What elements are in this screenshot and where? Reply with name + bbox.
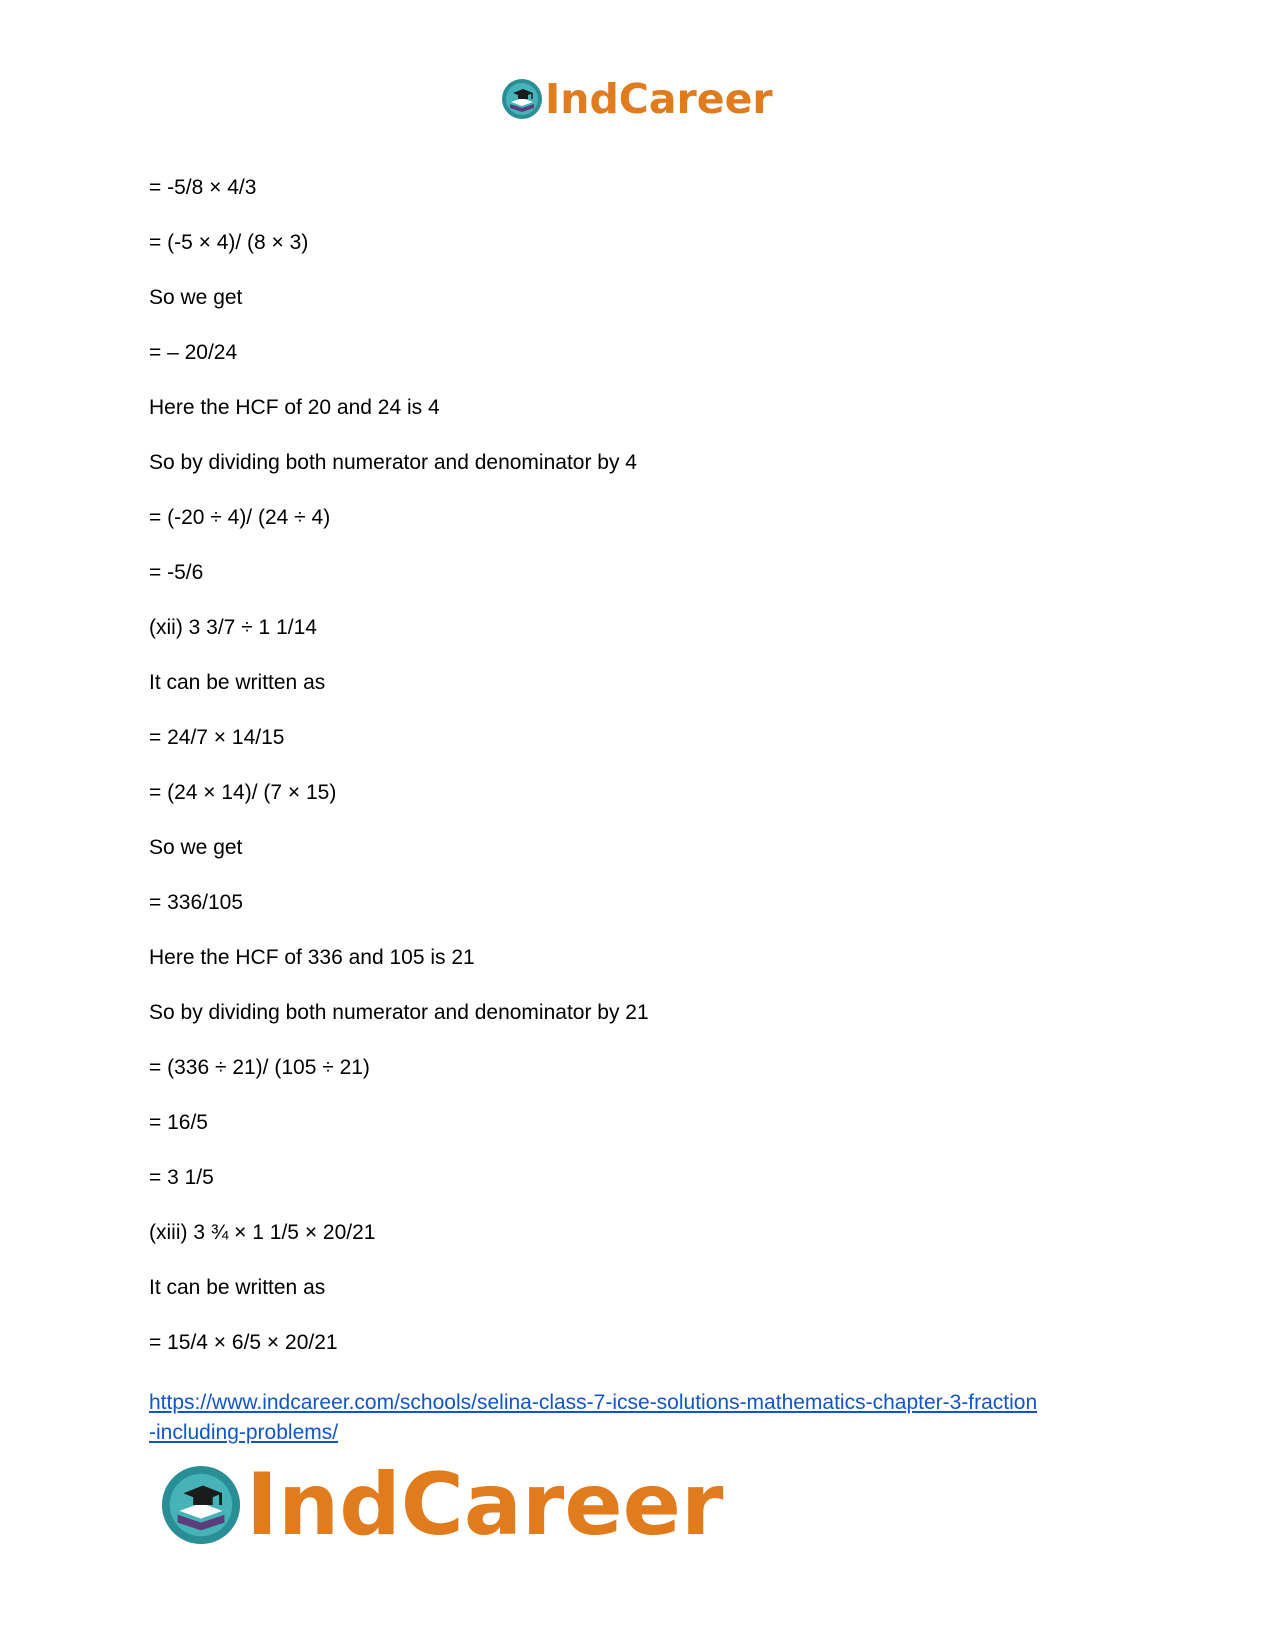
logo-wordmark: IndCareer <box>545 74 773 123</box>
text-line: = (336 ÷ 21)/ (105 ÷ 21) <box>149 1056 370 1079</box>
text-line: So we get <box>149 836 243 859</box>
text-line: = 16/5 <box>149 1111 208 1134</box>
text-line: So by dividing both numerator and denominator by 4 <box>149 451 637 474</box>
text-line: = – 20/24 <box>149 341 238 364</box>
text-line: = 3 1/5 <box>149 1166 214 1189</box>
text-line: Here the HCF of 20 and 24 is 4 <box>149 396 440 419</box>
text-line: = 24/7 × 14/15 <box>149 726 285 749</box>
solution-content <box>149 176 1149 1386</box>
text-line: = -5/6 <box>149 561 204 584</box>
text-line: So by dividing both numerator and denominator by 21 <box>149 1001 649 1024</box>
text-line: Here the HCF of 336 and 105 is 21 <box>149 946 475 969</box>
question-heading: (xii) 3 3/7 ÷ 1 1/14 <box>149 616 317 639</box>
text-line: = (24 × 14)/ (7 × 15) <box>149 781 337 804</box>
footer-logo <box>160 1455 724 1555</box>
text-line: = 336/105 <box>149 891 244 914</box>
text-line: = 15/4 × 6/5 × 20/21 <box>149 1331 338 1354</box>
text-line: So we get <box>149 286 243 309</box>
graduation-book-icon <box>160 1464 242 1546</box>
text-line: = (-5 × 4)/ (8 × 3) <box>149 231 309 254</box>
header-logo <box>501 74 773 123</box>
text-line: = (-20 ÷ 4)/ (24 ÷ 4) <box>149 506 331 529</box>
source-link-line-1[interactable]: https://www.indcareer.com/schools/selina-class-7-icse-solutions-mathematics-chapter-3-fraction <box>149 1391 1038 1414</box>
question-heading: (xiii) 3 ¾ × 1 1/5 × 20/21 <box>149 1221 376 1244</box>
source-link[interactable] <box>149 1388 1149 1448</box>
text-line: = -5/8 × 4/3 <box>149 176 257 199</box>
graduation-book-icon <box>501 78 543 120</box>
text-line: It can be written as <box>149 671 326 694</box>
source-link-line-2[interactable]: -including-problems/ <box>149 1421 339 1444</box>
text-line: It can be written as <box>149 1276 326 1299</box>
logo-wordmark: IndCareer <box>246 1455 724 1555</box>
